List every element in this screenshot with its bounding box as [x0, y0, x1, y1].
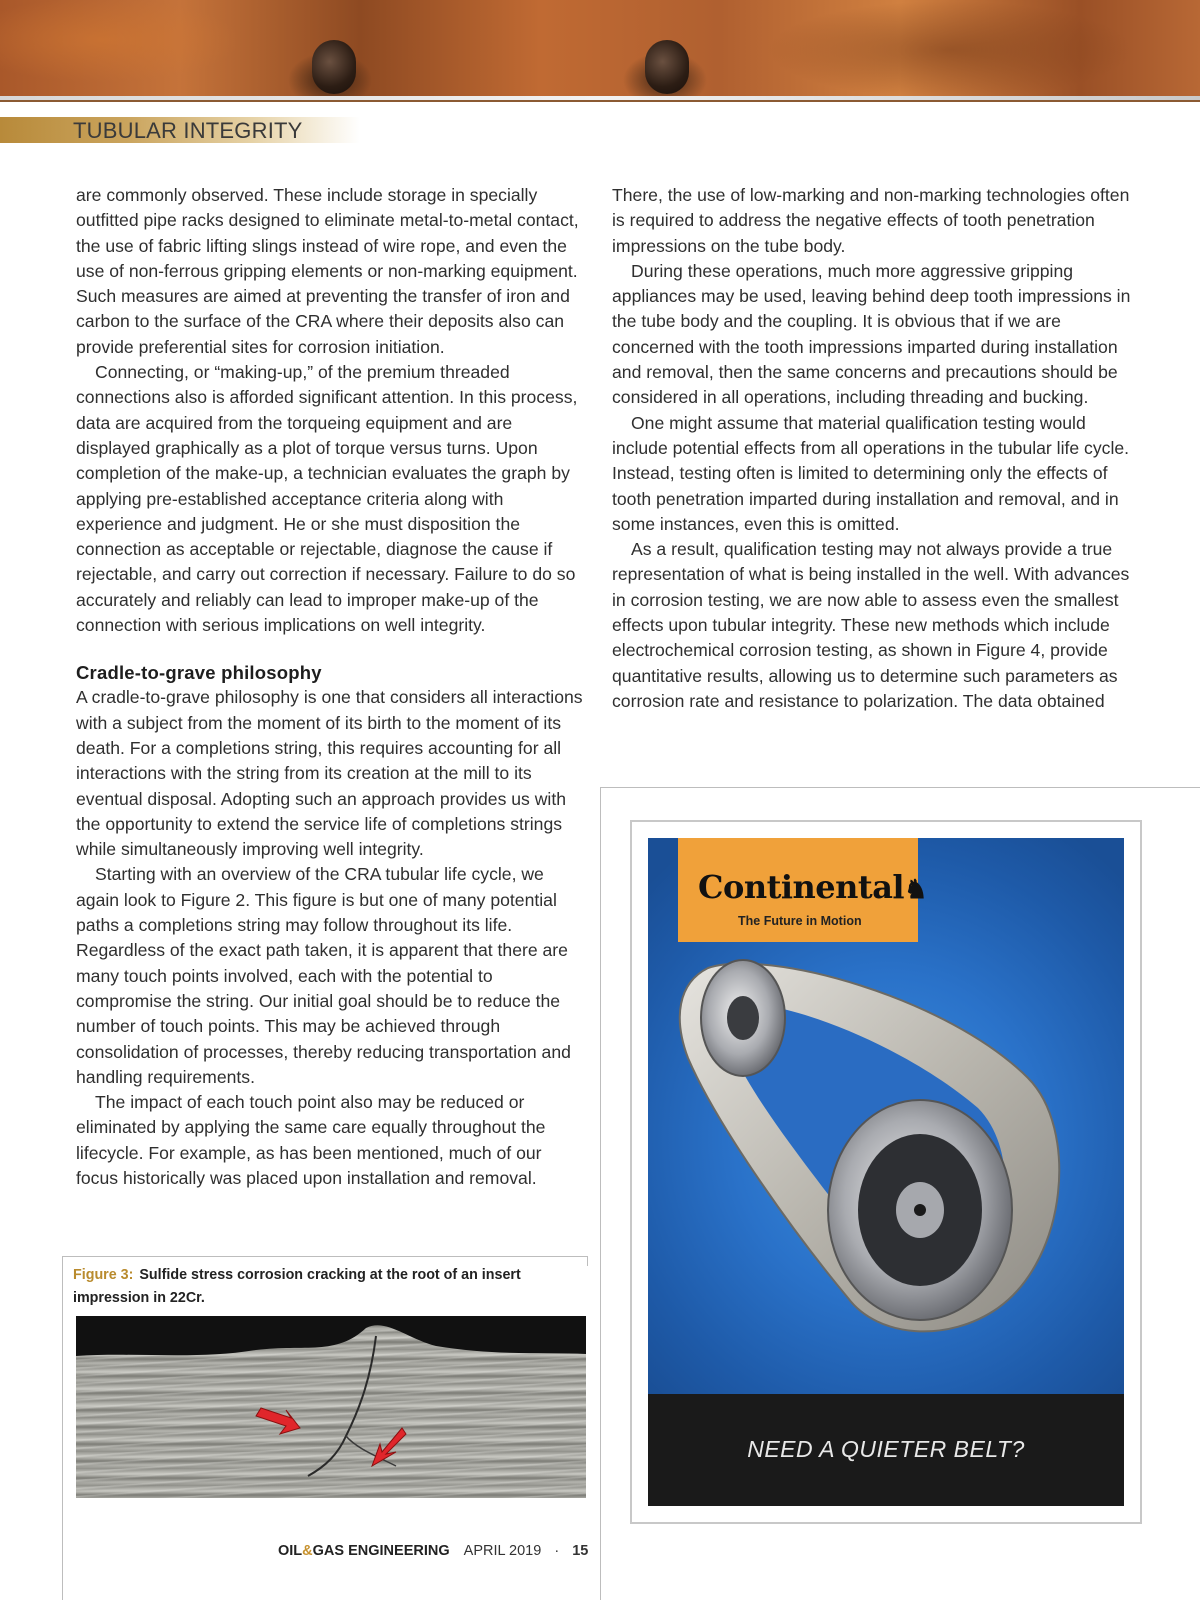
- subheading-cradle-to-grave: Cradle-to-grave philosophy: [76, 662, 322, 684]
- arrow-left-icon: [256, 1408, 300, 1434]
- continental-advertisement[interactable]: [648, 838, 1124, 1506]
- figure-frame-top: [62, 1256, 588, 1257]
- continental-logo: Continental♞: [698, 868, 927, 906]
- section-title: TUBULAR INTEGRITY: [73, 118, 303, 143]
- footer-separator: ·: [554, 1543, 560, 1559]
- right-paragraph-3: One might assume that material qualification testing would include potential effects from all operations in the tubular life cycle. Instead, testing often is limited to determining only the effects of tooth penetration imparted during installation and removal, and in some instances, even this is omitted.: [612, 412, 1130, 534]
- small-pulley-hub: [727, 996, 759, 1040]
- left-column: [76, 183, 586, 1191]
- header-banner-image: [0, 0, 1200, 96]
- crack-line: [308, 1336, 376, 1476]
- figure-frame-left: [62, 1256, 63, 1600]
- belt-illustration: [648, 938, 1124, 1388]
- right-paragraph-1: There, the use of low-marking and non-marking technologies often is required to address the negative effects of tooth penetration impressions on the tube body.: [612, 185, 1130, 256]
- left-paragraph-5: The impact of each touch point also may be reduced or eliminated by applying the same care equally throughout the lifecycle. For example, as has been mentioned, much of our focus historically was placed upon installation and removal.: [76, 1092, 546, 1188]
- left-paragraph-3: A cradle-to-grave philosophy is one that considers all interactions with a subject from the moment of its birth to the moment of its death. For a completions string, this requires accounting for all interactions with the string from its creation at the mill to its eventual disposal. Adopting such an approach provides us with the opportunity to extend the service life of completions strings while simultaneously improving well integrity.: [76, 687, 583, 860]
- ad-footer-band: [648, 1394, 1124, 1506]
- ad-frame-top: [600, 787, 1200, 788]
- left-paragraph-2: Connecting, or “making-up,” of the premium threaded connections also is afforded significant attention. In this process, data are acquired from the torqueing equipment and are displayed graphically as a plot of torque versus turns. Upon completion of the make-up, a technician evaluates the graph by applying pre-established acceptance criteria along with experience and judgment. He or she must disposition the connection as acceptable or rejectable, diagnose the cause if rejectable, and carry out correction if necessary. Failure to do so accurately and reliably can lead to improper make-up of the connection with serious implications on well integrity.: [76, 362, 578, 636]
- arrow-right-icon: [372, 1428, 406, 1466]
- micrograph-dark-background: [76, 1316, 586, 1356]
- page-number: 15: [572, 1543, 589, 1559]
- figure-3-micrograph: [76, 1316, 586, 1498]
- ad-headline: NEED A QUIETER BELT?: [747, 1436, 1025, 1462]
- right-column: [612, 183, 1132, 714]
- figure-3-caption-text: Sulfide stress corrosion cracking at the root of an insert impression in 22Cr.: [73, 1267, 521, 1306]
- ad-tagline: The Future in Motion: [738, 914, 862, 928]
- banner-fitting-left: [312, 40, 356, 94]
- banner-fitting-right: [645, 40, 689, 94]
- right-paragraph-4: As a result, qualification testing may not always provide a true representation of what is being installed in the well. With advances in corrosion testing, we are now able to assess even the smallest effects upon tubular integrity. These new methods which include electrochemical corrosion testing, as shown in Figure 4, provide quantitative results, allowing us to determine such parameters as corrosion rate and resistance to polarization. The data obtained: [612, 539, 1130, 711]
- figure-frame-right: [587, 1256, 588, 1266]
- figure-3-caption: [73, 1264, 578, 1310]
- ad-logo-box: [678, 838, 927, 942]
- left-paragraph-4: Starting with an overview of the CRA tubular life cycle, we again look to Figure 2. This figure is but one of many potential paths a completions string may follow throughout its life. Regardless of the exact path taken, it is apparent that there are many touch points involved, each with the potential to compromise the string. Our initial goal should be to reduce the number of touch points. This may be achieved through consolidation of processes, thereby reducing transportation and handling requirements.: [76, 864, 571, 1087]
- page-footer: [278, 1543, 588, 1559]
- ad-frame-left: [600, 787, 601, 1600]
- horse-icon: ♞: [904, 875, 927, 905]
- right-paragraph-2: During these operations, much more aggressive gripping appliances may be used, leaving behind deep tooth impressions in the tube body and the coupling. It is obvious that if we are concerned with the tooth impressions imparted during installation and removal, then the same concerns and precautions should be considered in all operations, including threading and bucking.: [612, 260, 1131, 408]
- section-tag: [0, 117, 360, 143]
- figure-3-label: Figure 3:: [73, 1267, 134, 1283]
- left-paragraph-1: are commonly observed. These include storage in specially outfitted pipe racks designed to eliminate metal-to-metal contact, the use of fabric lifting slings instead of wire rope, and even the use of non-ferrous gripping elements or non-marking equipment. Such measures are aimed at preventing the transfer of iron and carbon to the surface of the CRA where their deposits also can provide preferential sites for corrosion initiation.: [76, 185, 579, 357]
- issue-date: APRIL 2019: [463, 1543, 542, 1559]
- magazine-name: OIL&GAS ENGINEERING: [278, 1543, 450, 1559]
- large-pulley-bore: [914, 1204, 926, 1216]
- banner-divider-dark: [0, 100, 1200, 102]
